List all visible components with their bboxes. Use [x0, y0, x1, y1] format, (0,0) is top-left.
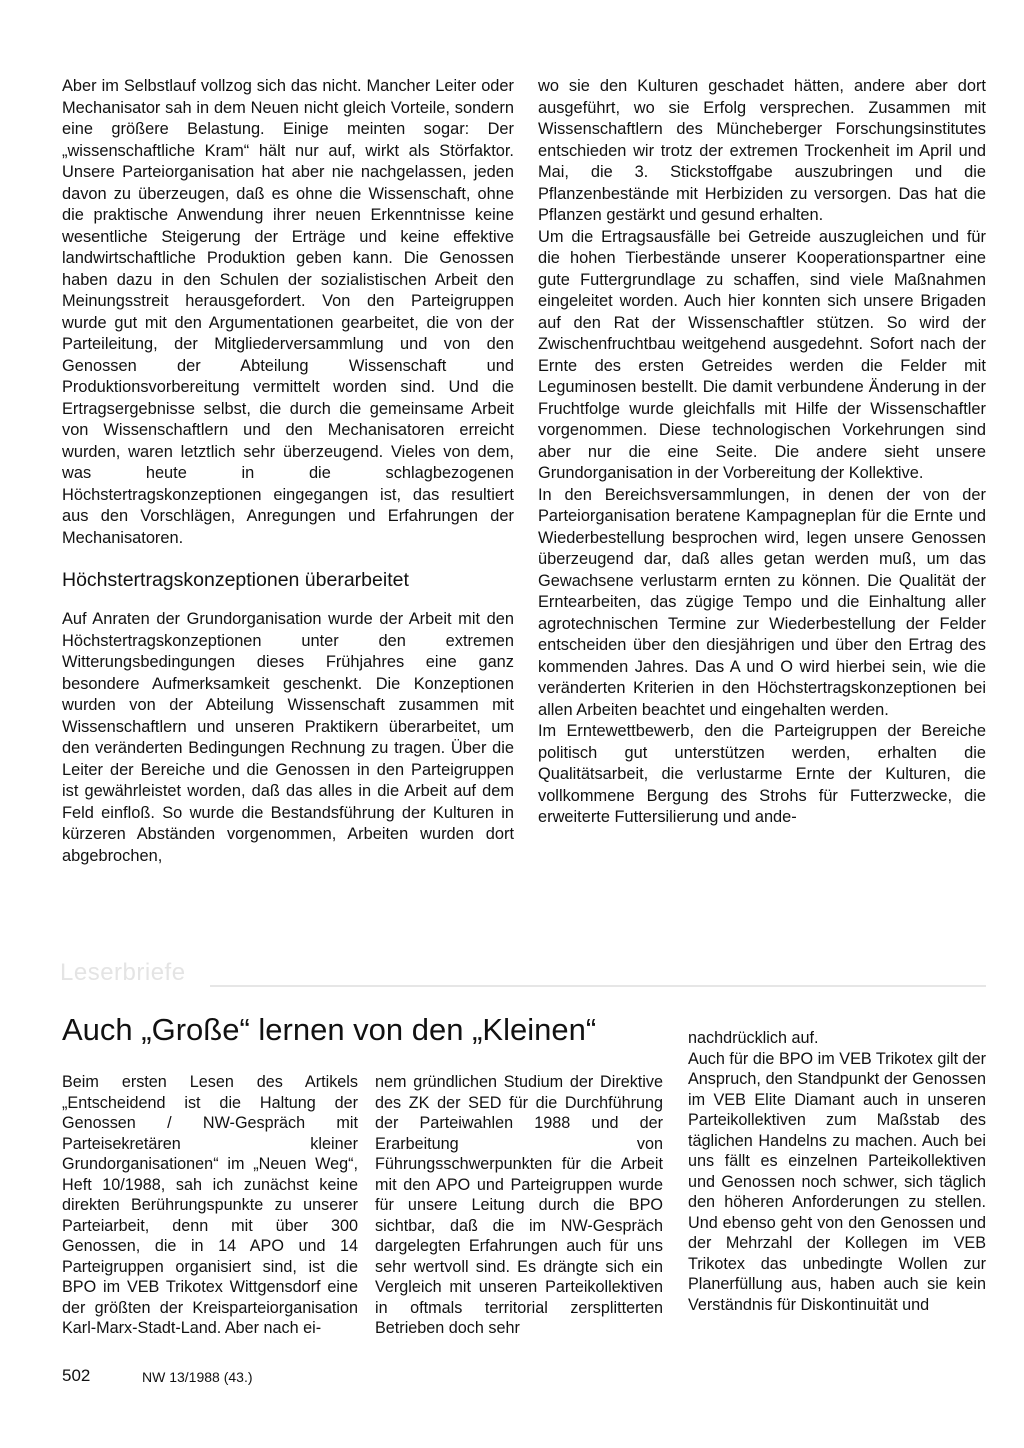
- article-paragraph: Im Erntewettbewerb, den die Parteigruppen der Bereiche politisch gut unterstützen werden, erhalten die Qualitätsarbeit, die verlustarme Ernte der Kulturen, die vollkommene Bergung des Strohs für Futterzwecke, die erweiterte Futtersilierung und ande-: [538, 722, 986, 826]
- page-number: 502: [62, 1366, 91, 1385]
- letter-paragraph: nachdrücklich auf.: [688, 1029, 819, 1047]
- article-paragraph: In den Bereichsversammlungen, in denen der von der Parteiorganisation beratene Kampagneplan für die Ernte und Wiederbestellung besprochen wird, legen unsere Genossen überzeugend dar, daß alles getan werden muß, um das Gewachsene verlustarm ernten zu können. Die Qualität der Erntearbeiten, das zügige Tempo und die Einhaltung aller agrotechnischen Termine zur Wiederbestellung der Felder entscheiden über den diesjährigen und über den Ertrag des kommenden Jahres. Das A und O wird hierbei sein, wie die veränderten Kriterien in den Höchstertragskonzeptionen bei allen Arbeiten beachtet und eingehalten werden.: [538, 485, 986, 719]
- article-paragraph: wo sie den Kulturen geschadet hätten, andere aber dort ausgeführt, wo sie Erfolg versprechen. Zusammen mit Wissenschaftlern des Müncheberger Forschungsinstitutes entschieden wir trotz der extremen Trockenheit im April und Mai, die 3. Stickstoffgabe auszubringen und die Pflanzenbestände mit Herbiziden zu versorgen. Das hat die Pflanzen gestärkt und gesund erhalten.: [538, 77, 986, 224]
- article-paragraph: Auf Anraten der Grundorganisation wurde der Arbeit mit den Höchstertragskonzeptionen unter den extremen Witterungsbedingungen dieses Frühjahres eine ganz besondere Aufmerksamkeit geschenkt. Die Konzeptionen wurden von der Abteilung Wissenschaft zusammen mit Wissenschaftlern und unseren Praktikern überarbeitet, um den veränderten Bedingungen Rechnung zu tragen. Über die Leiter der Bereiche und die Genossen in den Parteigruppen ist gewährleistet worden, daß das alles in die Arbeit auf dem Feld einfloß. So wurde die Bestandsführung der Kulturen in kürzeren Abständen vorgenommen, Arbeiten wurden dort abgebrochen,: [62, 610, 514, 865]
- letter-headline: Auch „Große“ lernen von den „Kleinen“: [62, 1012, 597, 1047]
- letter-column-3: [688, 1028, 986, 1315]
- letter-column-1: [62, 1072, 358, 1339]
- article-right-column: [538, 76, 986, 829]
- article-paragraph: Um die Ertragsausfälle bei Getreide auszugleichen und für die hohen Tierbestände unserer Kooperationspartner eine gute Futtergrundlage zu schaffen, sind viele Maßnahmen eingeleitet worden. Auch hier konnten sich unsere Brigaden auf den Rat der Wissenschaftler stützen. So wird der Zwischenfruchtbau weitgehend ausgedehnt. Sofort nach der Ernte des ersten Getreides werden die Felder mit Leguminosen bestellt. Die damit verbundene Änderung in der Fruchtfolge wurde gleichfalls mit Hilfe der Wissenschaftler vorgenommen. Diese technologischen Vorkehrungen sind aber nur die eine Seite. Die andere sieht unsere Grundorganisation in der Vorbereitung der Kollektive.: [538, 227, 986, 482]
- letter-paragraph: nem gründlichen Studium der Direktive des ZK der SED für die Durchführung der Parteiwahlen 1988 und der Erarbeitung von Führungsschwerpunkten für die Arbeit mit den APO und Parteigruppen wurde für unsere Leitung durch die BPO sichtbar, daß die im NW-Gespräch dargelegten Erfahrungen auch für uns sehr wertvoll sind. Es drängte sich ein Vergleich mit unseren Parteikollektiven in oftmals territorial zersplitterten Betrieben doch sehr: [375, 1073, 663, 1337]
- article-left-column: [62, 76, 514, 867]
- rubric-bar: [60, 958, 986, 990]
- section-subheading: Höchstertragskonzeptionen überarbeitet: [62, 569, 409, 591]
- rubric-label: Leserbriefe: [60, 959, 186, 986]
- letter-paragraph: Auch für die BPO im VEB Trikotex gilt der Anspruch, den Standpunkt der Genossen im VEB Elite Diamant auch in unseren Parteikollektiven zum Maßstab des täglichen Handelns zu machen. Auch bei uns fällt es einzelnen Parteikollektiven und Genossen noch schwer, sich täglich den höheren Anforderungen zu stellen. Und ebenso geht von den Genossen und der Mehrzahl der Kollegen im VEB Trikotex das unbedingte Wollen zur Planerfüllung aus, haben auch sie kein Verständnis für Diskontinuität und: [688, 1049, 986, 1314]
- letter-paragraph: Beim ersten Lesen des Artikels „Entscheidend ist die Haltung der Genossen / NW-Gespräch mit Parteisekretären kleiner Grundorganisationen“ im „Neuen Weg“, Heft 10/1988, sah ich zunächst keine direkten Berührungspunkte zu unserer Parteiarbeit, denn mit über 300 Genossen, die in 14 APO und 14 Parteigruppen organisiert sind, ist die BPO im VEB Trikotex Wittgensdorf eine der größten der Kreisparteiorganisation Karl-Marx-Stadt-Land. Aber nach ei-: [62, 1073, 358, 1337]
- letter-column-2: [375, 1072, 663, 1339]
- article-paragraph: Aber im Selbstlauf vollzog sich das nicht. Mancher Leiter oder Mechanisator sah in dem Neuen nicht gleich Vorteile, sondern eine größere Belastung. Einige meinten sogar: Der „wissenschaftliche Kram“ hält nur auf, wirkt als Störfaktor. Unsere Parteiorganisation hat aber nie nachgelassen, jeden davon zu überzeugen, daß es ohne die Wissenschaft, ohne die praktische Anwendung ihrer neuen Erkenntnisse keine wesentliche Steigerung der Erträge und keine effektive landwirtschaftliche Produktion geben kann. Die Genossen haben dazu in den Schulen der sozialistischen Arbeit den Meinungsstreit herausgefordert. Von den Parteigruppen wurde gut mit den Argumentationen gearbeitet, die von der Parteileitung, der Mitgliederversammlung und von den Genossen der Abteilung Wissenschaft und Produktionsvorbereitung vermittelt worden sind. Und die Ertragsergebnisse selbst, die durch die gemeinsame Arbeit von Wissenschaftlern und den Mechanisatoren erreicht wurden, waren letztlich sehr überzeugend. Vieles von dem, was heute in die schlagbezogenen Höchstertragskonzeptionen eingegangen ist, das resultiert aus den Vorschlägen, Anregungen und Erfahrungen der Mechanisatoren.: [62, 77, 514, 547]
- issue-reference: NW 13/1988 (43.): [142, 1369, 253, 1385]
- rubric-rule: [210, 985, 986, 987]
